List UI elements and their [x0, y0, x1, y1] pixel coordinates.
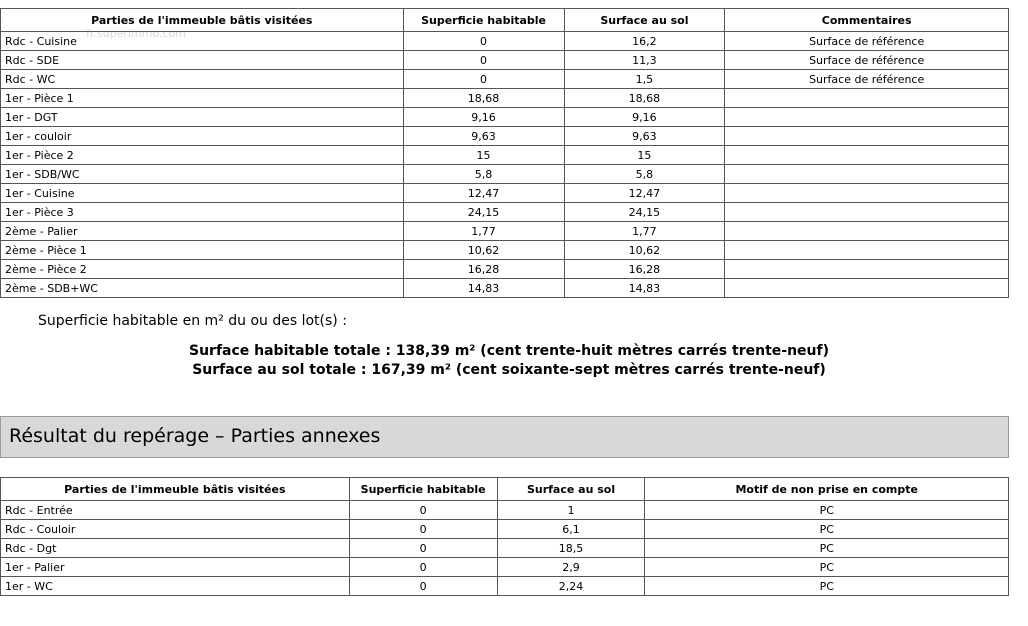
- annex-table: [0, 477, 1009, 596]
- column-header-parties: Parties de l'immeuble bâtis visitées: [1, 478, 350, 501]
- cell-superficie: 12,47: [403, 184, 564, 203]
- cell-partie: Rdc - SDE: [1, 51, 404, 70]
- cell-commentaire: [725, 260, 1009, 279]
- cell-partie: 1er - Pièce 1: [1, 89, 404, 108]
- cell-commentaire: [725, 146, 1009, 165]
- cell-motif: PC: [645, 520, 1009, 539]
- cell-surface-sol: 5,8: [564, 165, 725, 184]
- column-header-surface-sol: Surface au sol: [564, 9, 725, 32]
- cell-partie: Rdc - Entrée: [1, 501, 350, 520]
- table-row: [1, 127, 1009, 146]
- cell-superficie: 0: [403, 70, 564, 89]
- cell-superficie: 24,15: [403, 203, 564, 222]
- cell-surface-sol: 10,62: [564, 241, 725, 260]
- cell-motif: PC: [645, 539, 1009, 558]
- habitable-summary-label: Superficie habitable en m² du ou des lot(s) :: [38, 313, 347, 329]
- cell-partie: 1er - SDB/WC: [1, 165, 404, 184]
- cell-surface-sol: 14,83: [564, 279, 725, 298]
- cell-superficie: 0: [349, 558, 497, 577]
- cell-commentaire: [725, 279, 1009, 298]
- cell-partie: Rdc - WC: [1, 70, 404, 89]
- cell-partie: 1er - Palier: [1, 558, 350, 577]
- cell-surface-sol: 12,47: [564, 184, 725, 203]
- cell-commentaire: Surface de référence: [725, 32, 1009, 51]
- cell-partie: Rdc - Dgt: [1, 539, 350, 558]
- table-row: [1, 203, 1009, 222]
- cell-commentaire: [725, 165, 1009, 184]
- cell-superficie: 0: [349, 539, 497, 558]
- cell-superficie: 18,68: [403, 89, 564, 108]
- cell-superficie: 9,63: [403, 127, 564, 146]
- cell-commentaire: [725, 184, 1009, 203]
- table-row: [1, 577, 1009, 596]
- column-header-superficie: Superficie habitable: [349, 478, 497, 501]
- column-header-parties: Parties de l'immeuble bâtis visitées: [1, 9, 404, 32]
- cell-surface-sol: 15: [564, 146, 725, 165]
- cell-surface-sol: 1,77: [564, 222, 725, 241]
- table-row: [1, 241, 1009, 260]
- cell-commentaire: [725, 241, 1009, 260]
- cell-surface-sol: 16,2: [564, 32, 725, 51]
- table-row: [1, 108, 1009, 127]
- table-row: [1, 165, 1009, 184]
- cell-surface-sol: 1,5: [564, 70, 725, 89]
- cell-superficie: 14,83: [403, 279, 564, 298]
- cell-commentaire: [725, 127, 1009, 146]
- cell-superficie: 0: [403, 32, 564, 51]
- cell-superficie: 1,77: [403, 222, 564, 241]
- cell-partie: 1er - Pièce 3: [1, 203, 404, 222]
- cell-partie: Rdc - Couloir: [1, 520, 350, 539]
- cell-commentaire: [725, 89, 1009, 108]
- cell-superficie: 9,16: [403, 108, 564, 127]
- cell-partie: Rdc - Cuisine: [1, 32, 404, 51]
- watermark: fr.superimmo.com: [86, 27, 186, 40]
- cell-partie: 2ème - SDB+WC: [1, 279, 404, 298]
- table-row: [1, 70, 1009, 89]
- column-header-surface-sol: Surface au sol: [497, 478, 645, 501]
- table-row: [1, 279, 1009, 298]
- cell-superficie: 5,8: [403, 165, 564, 184]
- cell-superficie: 10,62: [403, 241, 564, 260]
- cell-surface-sol: 9,63: [564, 127, 725, 146]
- cell-partie: 2ème - Pièce 2: [1, 260, 404, 279]
- cell-commentaire: [725, 108, 1009, 127]
- cell-motif: PC: [645, 577, 1009, 596]
- cell-commentaire: [725, 222, 1009, 241]
- cell-partie: 1er - Pièce 2: [1, 146, 404, 165]
- cell-surface-sol: 16,28: [564, 260, 725, 279]
- cell-partie: 1er - WC: [1, 577, 350, 596]
- cell-surface-sol: 2,9: [497, 558, 645, 577]
- cell-surface-sol: 1: [497, 501, 645, 520]
- cell-partie: 2ème - Palier: [1, 222, 404, 241]
- table-row: [1, 260, 1009, 279]
- cell-superficie: 0: [349, 501, 497, 520]
- table-row: [1, 222, 1009, 241]
- cell-surface-sol: 18,68: [564, 89, 725, 108]
- total-habitable: Surface habitable totale : 138,39 m² (cent trente-huit mètres carrés trente-neuf): [188, 343, 829, 359]
- column-header-commentaires: Commentaires: [725, 9, 1009, 32]
- cell-partie: 1er - couloir: [1, 127, 404, 146]
- table-row: [1, 184, 1009, 203]
- cell-superficie: 16,28: [403, 260, 564, 279]
- cell-superficie: 0: [349, 577, 497, 596]
- table-row: [1, 89, 1009, 108]
- table-row: [1, 520, 1009, 539]
- habitable-surface-table: [0, 8, 1009, 298]
- table-row: [1, 146, 1009, 165]
- table-row: [1, 32, 1009, 51]
- cell-surface-sol: 24,15: [564, 203, 725, 222]
- cell-commentaire: Surface de référence: [725, 70, 1009, 89]
- section-header-annexes: [0, 416, 1009, 458]
- section-title: Résultat du repérage – Parties annexes: [9, 425, 381, 447]
- cell-partie: 1er - Cuisine: [1, 184, 404, 203]
- cell-motif: PC: [645, 501, 1009, 520]
- column-header-motif: Motif de non prise en compte: [645, 478, 1009, 501]
- cell-superficie: 0: [403, 51, 564, 70]
- cell-partie: 2ème - Pièce 1: [1, 241, 404, 260]
- cell-surface-sol: 2,24: [497, 577, 645, 596]
- table-row: [1, 539, 1009, 558]
- column-header-superficie: Superficie habitable: [403, 9, 564, 32]
- cell-superficie: 0: [349, 520, 497, 539]
- table-header-row: [1, 478, 1009, 501]
- table-header-row: [1, 9, 1009, 32]
- cell-commentaire: [725, 203, 1009, 222]
- cell-partie: 1er - DGT: [1, 108, 404, 127]
- cell-commentaire: Surface de référence: [725, 51, 1009, 70]
- cell-surface-sol: 18,5: [497, 539, 645, 558]
- cell-motif: PC: [645, 558, 1009, 577]
- table-row: [1, 51, 1009, 70]
- cell-superficie: 15: [403, 146, 564, 165]
- cell-surface-sol: 11,3: [564, 51, 725, 70]
- cell-surface-sol: 6,1: [497, 520, 645, 539]
- cell-surface-sol: 9,16: [564, 108, 725, 127]
- table-row: [1, 558, 1009, 577]
- table-row: [1, 501, 1009, 520]
- total-sol: Surface au sol totale : 167,39 m² (cent soixante-sept mètres carrés trente-neuf): [192, 362, 826, 378]
